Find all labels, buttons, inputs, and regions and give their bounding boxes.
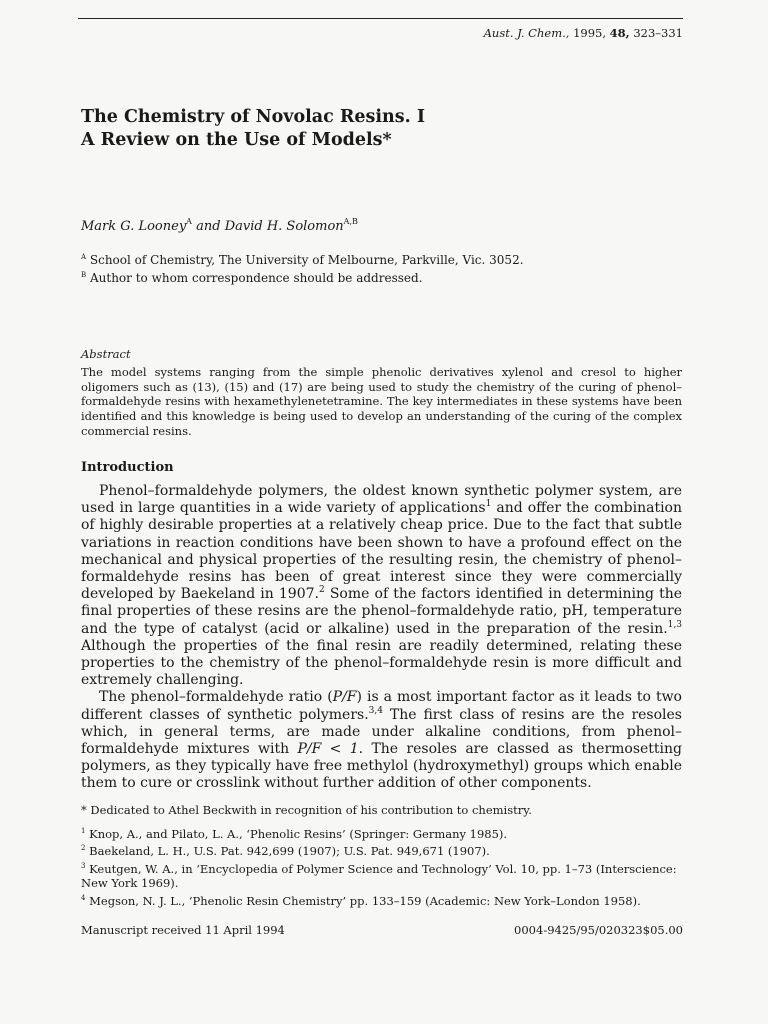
- citation: 1,3: [667, 619, 682, 630]
- footnotes: [81, 803, 682, 909]
- reference-4: [81, 891, 682, 909]
- affiliation-text: Author to whom correspondence should be addressed.: [89, 271, 423, 285]
- manuscript-received: Manuscript received 11 April 1994: [81, 923, 285, 937]
- reference-1: [81, 824, 682, 842]
- author-2: David H. Solomon: [224, 219, 344, 234]
- reference-text: Knop, A., and Pilato, L. A., ‘Phenolic Resins’ (Springer: Germany 1985).: [89, 826, 508, 841]
- reference-text: Baekeland, L. H., U.S. Pat. 942,699 (1907); U.S. Pat. 949,671 (1907).: [89, 844, 490, 859]
- abstract-heading: Abstract: [81, 347, 131, 361]
- author-conjunction: and: [196, 219, 221, 234]
- citation: 1: [485, 499, 492, 510]
- section-heading-introduction: Introduction: [81, 460, 174, 475]
- affiliation-b: [81, 268, 524, 286]
- paper-page: [78, 0, 683, 1024]
- text-run: and offer the combination of highly desirable properties at a relatively cheap price. Due to the fact that subtle variations in reaction conditions have been shown to have a profound effect on the mechanical and physical properties of the resulting resin, the chemistry of phenol–formaldehyde resins has been of great interest since they were commercially developed by Baekeland in 1907.: [81, 500, 682, 603]
- math-ratio: P/F: [332, 689, 357, 706]
- reference-2: [81, 841, 682, 859]
- math-inequality: P/F < 1: [297, 741, 359, 758]
- article-code: 0004-9425/95/020323$05.00: [514, 923, 683, 937]
- author-1: Mark G. Looney: [81, 219, 187, 234]
- abstract-body: The model systems ranging from the simple phenolic derivatives xylenol and cresol to higher oligomers such as (13), (15) and (17) are being used to study the chemistry of the curing of phenol–formaldehyde resins with hexamethylenetetramine. The key intermediates in these systems have been identified and this knowledge is being used to develop an understanding of the curing of the complex commercial resins.: [81, 365, 682, 438]
- text-run: . The resoles are classed as thermosetting polymers, as they typically have free methylol (hydroxymethyl) groups which enable them to cure or crosslink without further addition of other components.: [81, 741, 683, 792]
- paper-title: [81, 106, 425, 152]
- author-1-affil-mark: A: [186, 217, 192, 226]
- journal-pages: 323–331: [633, 26, 683, 40]
- reference-number: 3: [81, 861, 86, 870]
- citation: 2: [318, 585, 325, 596]
- header-rule: [78, 18, 683, 19]
- paragraph-1: [81, 483, 682, 689]
- reference-3: [81, 859, 682, 891]
- affiliations: [81, 250, 524, 286]
- reference-text: Megson, N. J. L., ‘Phenolic Resin Chemistry’ pp. 133–159 (Academic: New York–London 1958).: [89, 893, 641, 908]
- title-line-2: A Review on the Use of Models*: [81, 130, 392, 150]
- text-run: Some of the factors identified in determining the final properties of these resins are the phenol–formaldehyde ratio, pH, temperature and the type of catalyst (acid or alkaline) used in the preparation of the resin.: [81, 586, 682, 637]
- reference-number: 1: [81, 826, 86, 835]
- text-run: The phenol–formaldehyde ratio (: [99, 689, 333, 706]
- title-line-1: The Chemistry of Novolac Resins. I: [81, 107, 426, 127]
- text-run: Although the properties of the final resin are readily determined, relating these properties to the chemistry of the phenol–formaldehyde resin is more difficult and extremely challenging.: [81, 637, 682, 689]
- affiliation-mark: B: [81, 271, 87, 279]
- journal-reference: [484, 26, 683, 40]
- affiliation-mark: A: [81, 253, 87, 261]
- citation: 3,4: [368, 705, 383, 716]
- journal-volume: 48,: [609, 26, 630, 40]
- affiliation-text: School of Chemistry, The University of Melbourne, Parkville, Vic. 3052.: [89, 253, 524, 267]
- footnote-dedication: * Dedicated to Athel Beckwith in recognition of his contribution to chemistry.: [81, 803, 532, 817]
- journal-year: 1995,: [573, 26, 607, 40]
- author-2-affil-mark: A,B: [343, 217, 358, 226]
- reference-text: Keutgen, W. A., in ‘Encyclopedia of Polymer Science and Technology’ Vol. 10, pp. 1–73 (Interscience: New York 1969).: [81, 861, 677, 891]
- introduction-body: [81, 483, 682, 793]
- journal-name: Aust. J. Chem.,: [483, 26, 570, 40]
- text-run: ) is a most important factor as it leads to two different classes of synthetic polymers.: [81, 689, 682, 723]
- author-list: [81, 217, 358, 234]
- text-run: The first class of resins are the resoles which, in general terms, are made under alkaline conditions, from phenol–formaldehyde mixtures with: [81, 706, 682, 758]
- paragraph-2: [81, 689, 682, 792]
- reference-number: 2: [81, 844, 86, 853]
- reference-number: 4: [81, 893, 86, 902]
- text-run: Phenol–formaldehyde polymers, the oldest known synthetic polymer system, are used in large quantities in a wide variety of applications: [81, 483, 682, 517]
- affiliation-a: [81, 250, 524, 268]
